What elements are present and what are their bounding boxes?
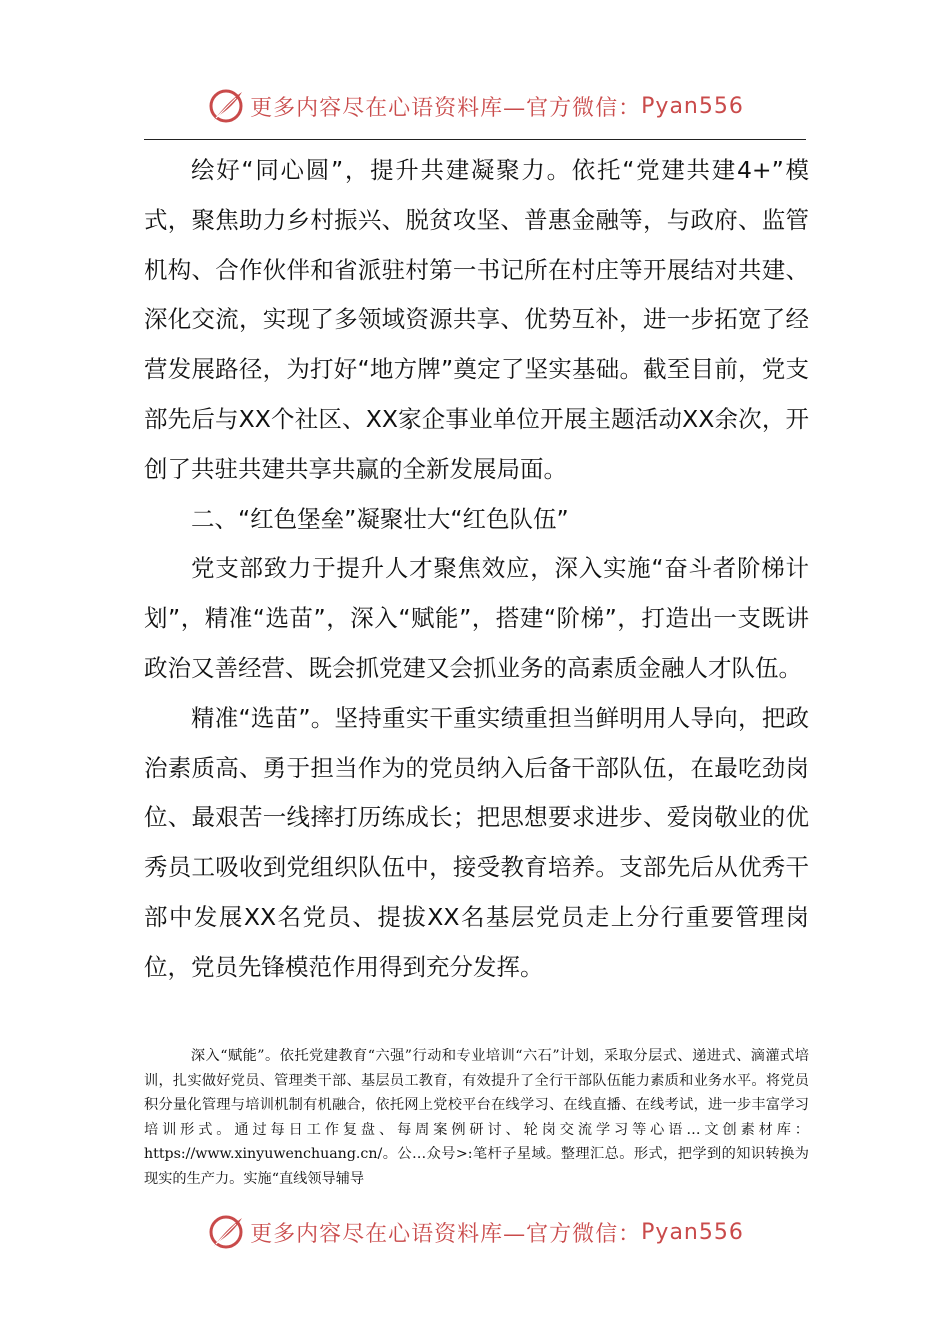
header-watermark (0, 84, 950, 128)
quill-logo-icon (206, 86, 246, 126)
header-watermark-id: Pyan556 (641, 93, 744, 119)
document-continuation (144, 1044, 809, 1192)
section-heading: 二、“红色堡垒”凝聚壮大“红色队伍” (191, 504, 569, 533)
footer-watermark-id: Pyan556 (641, 1219, 744, 1245)
paragraph: 绘好“同心圆”，提升共建凝聚力。依托“党建共建4+”模式，聚焦助力乡村振兴、脱贫攻坚、普惠金融等，与政府、监管机构、合作伙伴和省派驻村第一书记所在村庄等开展结对共建、深化交流，实现了多领域资源共享、优势互补，进一步拓宽了经营发展路径，为打好“地方牌”奠定了坚实基础。截至目前，党支部先后与XX个社区、XX家企事业单位开展主题活动XX余次，开创了共驻共建共享共赢的全新发展局面。 (144, 156, 809, 483)
footer-watermark-text: 更多内容尽在心语资料库—官方微信： (250, 1221, 642, 1247)
header-watermark-text: 更多内容尽在心语资料库—官方微信： (250, 95, 642, 121)
quill-logo-icon (206, 1212, 246, 1252)
paragraph: 党支部致力于提升人才聚焦效应，深入实施“奋斗者阶梯计划”，精准“选苗”，深入“赋能”，搭建“阶梯”，打造出一支既讲政治又善经营、既会抓党建又会抓业务的高素质金融人才队伍。 (144, 554, 809, 682)
paragraph-small: 深入“赋能”。依托党建教育“六强”行动和专业培训“六石”计划，采取分层式、递进式、滴灌式培训，扎实做好党员、管理类干部、基层员工教育，有效提升了全行干部队伍能力素质和业务水平。将党员积分量化管理与培训机制有机融合，依托网上党校平台在线学习、在线直播、在线考试，进一步丰富学习培训形式。通过每日工作复盘、每周案例研讨、轮岗交流学习等心语…文创素材库：https://www.xinyuwenchuang.cn/。公…众号>:笔杆子星域。整理汇总。形式，把学到的知识转换为现实的生产力。实施“直线领导辅导 (144, 1048, 809, 1187)
paragraph: 精准“选苗”。坚持重实干重实绩重担当鲜明用人导向，把政治素质高、勇于担当作为的党员纳入后备干部队伍，在最吃劲岗位、最艰苦一线摔打历练成长；把思想要求进步、爱岗敬业的优秀员工吸收到党组织队伍中，接受教育培养。支部先后从优秀干部中发展XX名党员、提拔XX名基层党员走上分行重要管理岗位，党员先锋模范作用得到充分发挥。 (144, 703, 809, 981)
footer-watermark (0, 1210, 950, 1254)
header-rule (144, 139, 806, 140)
document-body (144, 146, 809, 993)
